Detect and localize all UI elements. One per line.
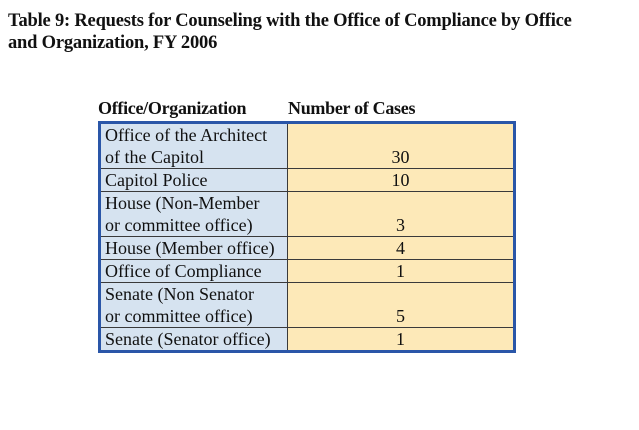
- table-row: [100, 123, 515, 169]
- office-label-line: House (Non-Member: [105, 193, 260, 213]
- office-label-line: Senate (Senator office): [105, 329, 271, 349]
- office-label-line: House (Member office): [105, 238, 275, 258]
- cases-cell: 10: [288, 169, 515, 192]
- cases-cell: 5: [288, 283, 515, 328]
- cases-cell: 4: [288, 237, 515, 260]
- office-cell: [100, 283, 288, 328]
- cases-cell: 1: [288, 260, 515, 283]
- column-header-office: Office/Organization: [98, 98, 247, 118]
- office-cell: [100, 192, 288, 237]
- title-line-1: Table 9: Requests for Counseling with the Office of Compliance by Office: [8, 11, 572, 31]
- cases-cell: 3: [288, 192, 515, 237]
- office-label-line: of the Capitol: [105, 147, 204, 167]
- counseling-requests-table: [98, 121, 516, 353]
- table-row: [100, 328, 515, 352]
- table-row: [100, 260, 515, 283]
- office-cell: [100, 260, 288, 283]
- title-line-2: and Organization, FY 2006: [8, 33, 218, 53]
- cases-cell: 30: [288, 123, 515, 169]
- column-header-cases: Number of Cases: [288, 98, 416, 118]
- table-row: [100, 192, 515, 237]
- office-label-line: Office of the Architect: [105, 125, 268, 145]
- table-row: [100, 237, 515, 260]
- office-label-line: Capitol Police: [105, 170, 208, 190]
- office-cell: [100, 237, 288, 260]
- office-label-line: or committee office): [105, 215, 253, 235]
- office-cell: [100, 169, 288, 192]
- page-title: [8, 10, 633, 54]
- office-label-line: or committee office): [105, 306, 253, 326]
- office-label-line: Senate (Non Senator: [105, 284, 254, 304]
- cases-cell: 1: [288, 328, 515, 352]
- office-cell: [100, 123, 288, 169]
- table-row: [100, 283, 515, 328]
- table-row: [100, 169, 515, 192]
- office-label-line: Office of Compliance: [105, 261, 262, 281]
- office-cell: [100, 328, 288, 352]
